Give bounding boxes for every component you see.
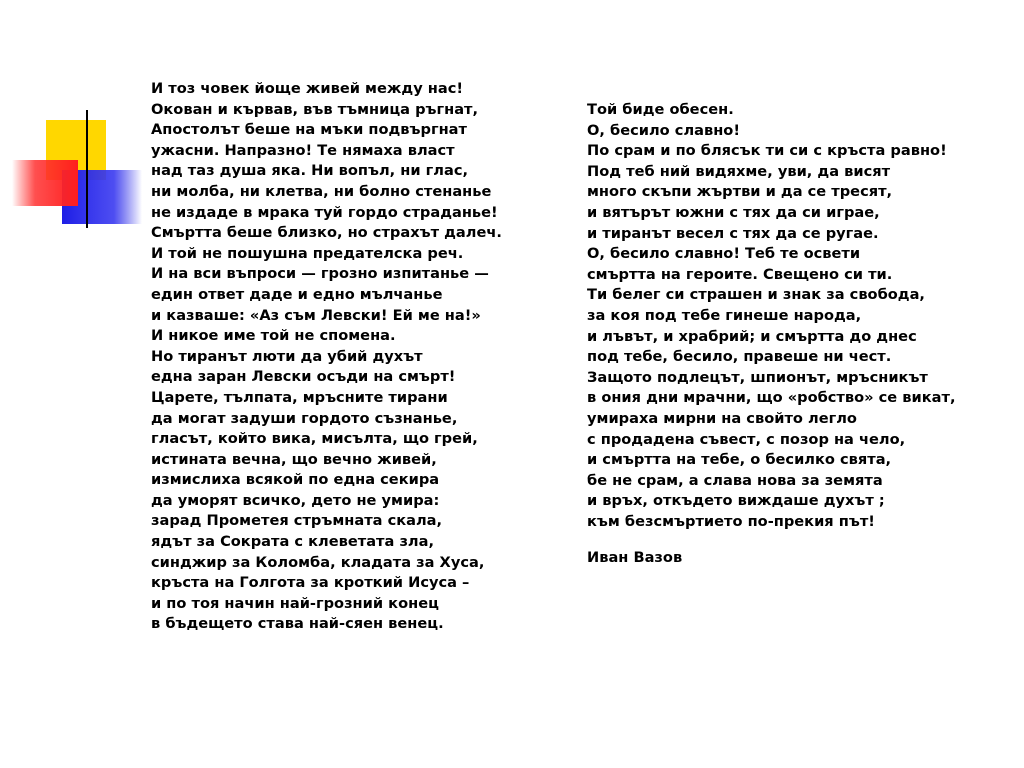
poem-line: в бъдещето става най-сяен венец. — [151, 615, 444, 633]
poem-line: Апостолът беше на мъки подвъргнат — [151, 121, 467, 139]
poem-line: И той не пошушна предателска реч. — [151, 244, 464, 262]
red-square — [12, 160, 78, 206]
poem-line: с продадена съвест, с позор на чело, — [587, 430, 906, 448]
poem-line: към безсмъртието по-прекия път! — [587, 512, 875, 530]
poem-line: и по тоя начин най-грозний конец — [151, 594, 439, 612]
poem-line: гласът, който вика, мисълта, що грей, — [151, 430, 478, 448]
poem-left-column — [151, 79, 502, 635]
poem-line: По срам и по блясък ти си с кръста равно! — [587, 142, 947, 160]
poem-line: един ответ даде и едно мълчанье — [151, 285, 443, 303]
poem-line: Окован и кървав, във тъмница ръгнат, — [151, 100, 479, 118]
poem-line: много скъпи жъртви и да се тресят, — [587, 183, 893, 201]
poem-line: Защото подлецът, шпионът, мръсникът — [587, 368, 928, 386]
poem-line: ни молба, ни клетва, ни болно стенанье — [151, 182, 492, 200]
poem-line: кръста на Голгота за кроткий Исуса – — [151, 574, 470, 592]
poem-line: зарад Прометея стръмната скала, — [151, 512, 443, 530]
poem-line: И тоз човек йоще живей между нас! — [151, 80, 464, 97]
poem-line: не издаде в мрака туй гордо страданье! — [151, 203, 498, 221]
poem-line: за коя под тебе гинеше народа, — [587, 306, 862, 324]
poem-line: измислиха всякой по една секира — [151, 471, 440, 489]
poem-line: и смъртта на тебе, о бесилко свята, — [587, 451, 892, 469]
poem-right-column — [587, 100, 956, 532]
poem-line: и вятърът южни с тях да си играе, — [587, 203, 880, 221]
poem-line: умираха мирни на свойто легло — [587, 409, 857, 427]
poem-line: Царете, тълпата, мръсните тирани — [151, 388, 448, 406]
poem-line: Ти белег си страшен и знак за свобода, — [587, 286, 925, 304]
poem-line: Той биде обесен. — [587, 101, 734, 118]
poem-line: и връх, откъдето виждаше духът ; — [587, 492, 885, 510]
poem-line: Смъртта беше близко, но страхът далеч. — [151, 224, 502, 242]
poem-line: да могат задуши гордото съзнанье, — [151, 409, 458, 427]
poem-line: истината вечна, що вечно живей, — [151, 450, 437, 468]
poem-line: и казваше: «Аз съм Левски! Ей ме на!» — [151, 306, 481, 324]
poem-line: една заран Левски осъди на смърт! — [151, 368, 456, 386]
author-signature: Иван Вазов — [587, 549, 683, 566]
poem-line: ужасни. Напразно! Те нямаха власт — [151, 141, 455, 159]
poem-line: О, бесило славно! — [587, 121, 740, 139]
poem-line: под тебе, бесило, правеше ни чест. — [587, 348, 892, 366]
poem-line: и тиранът весел с тях да се ругае. — [587, 224, 879, 242]
poem-line: синджир за Коломба, кладата за Хуса, — [151, 553, 485, 571]
poem-line: Но тиранът люти да убий духът — [151, 347, 423, 365]
poem-line: И на вси въпроси — грозно изпитанье — — [151, 265, 489, 283]
poem-line: Под теб ний видяхме, уви, да висят — [587, 162, 891, 180]
poem-line: О, бесило славно! Теб те освети — [587, 245, 861, 263]
poem-line: смъртта на героите. Свещено си ти. — [587, 265, 893, 283]
poem-line: и лъвът, и храбрий; и смъртта до днес — [587, 327, 917, 345]
poem-line: над таз душа яка. Ни вопъл, ни глас, — [151, 162, 469, 180]
poem-line: в ония дни мрачни, що «робство» се викат, — [587, 389, 956, 407]
poem-line: И никое име той не спомена. — [151, 327, 396, 345]
poem-line: ядът за Сократа с клеветата зла, — [151, 533, 435, 551]
poem-line: бе не срам, а слава нова за земята — [587, 471, 883, 489]
poem-line: да уморят всичко, дето не умира: — [151, 491, 440, 509]
